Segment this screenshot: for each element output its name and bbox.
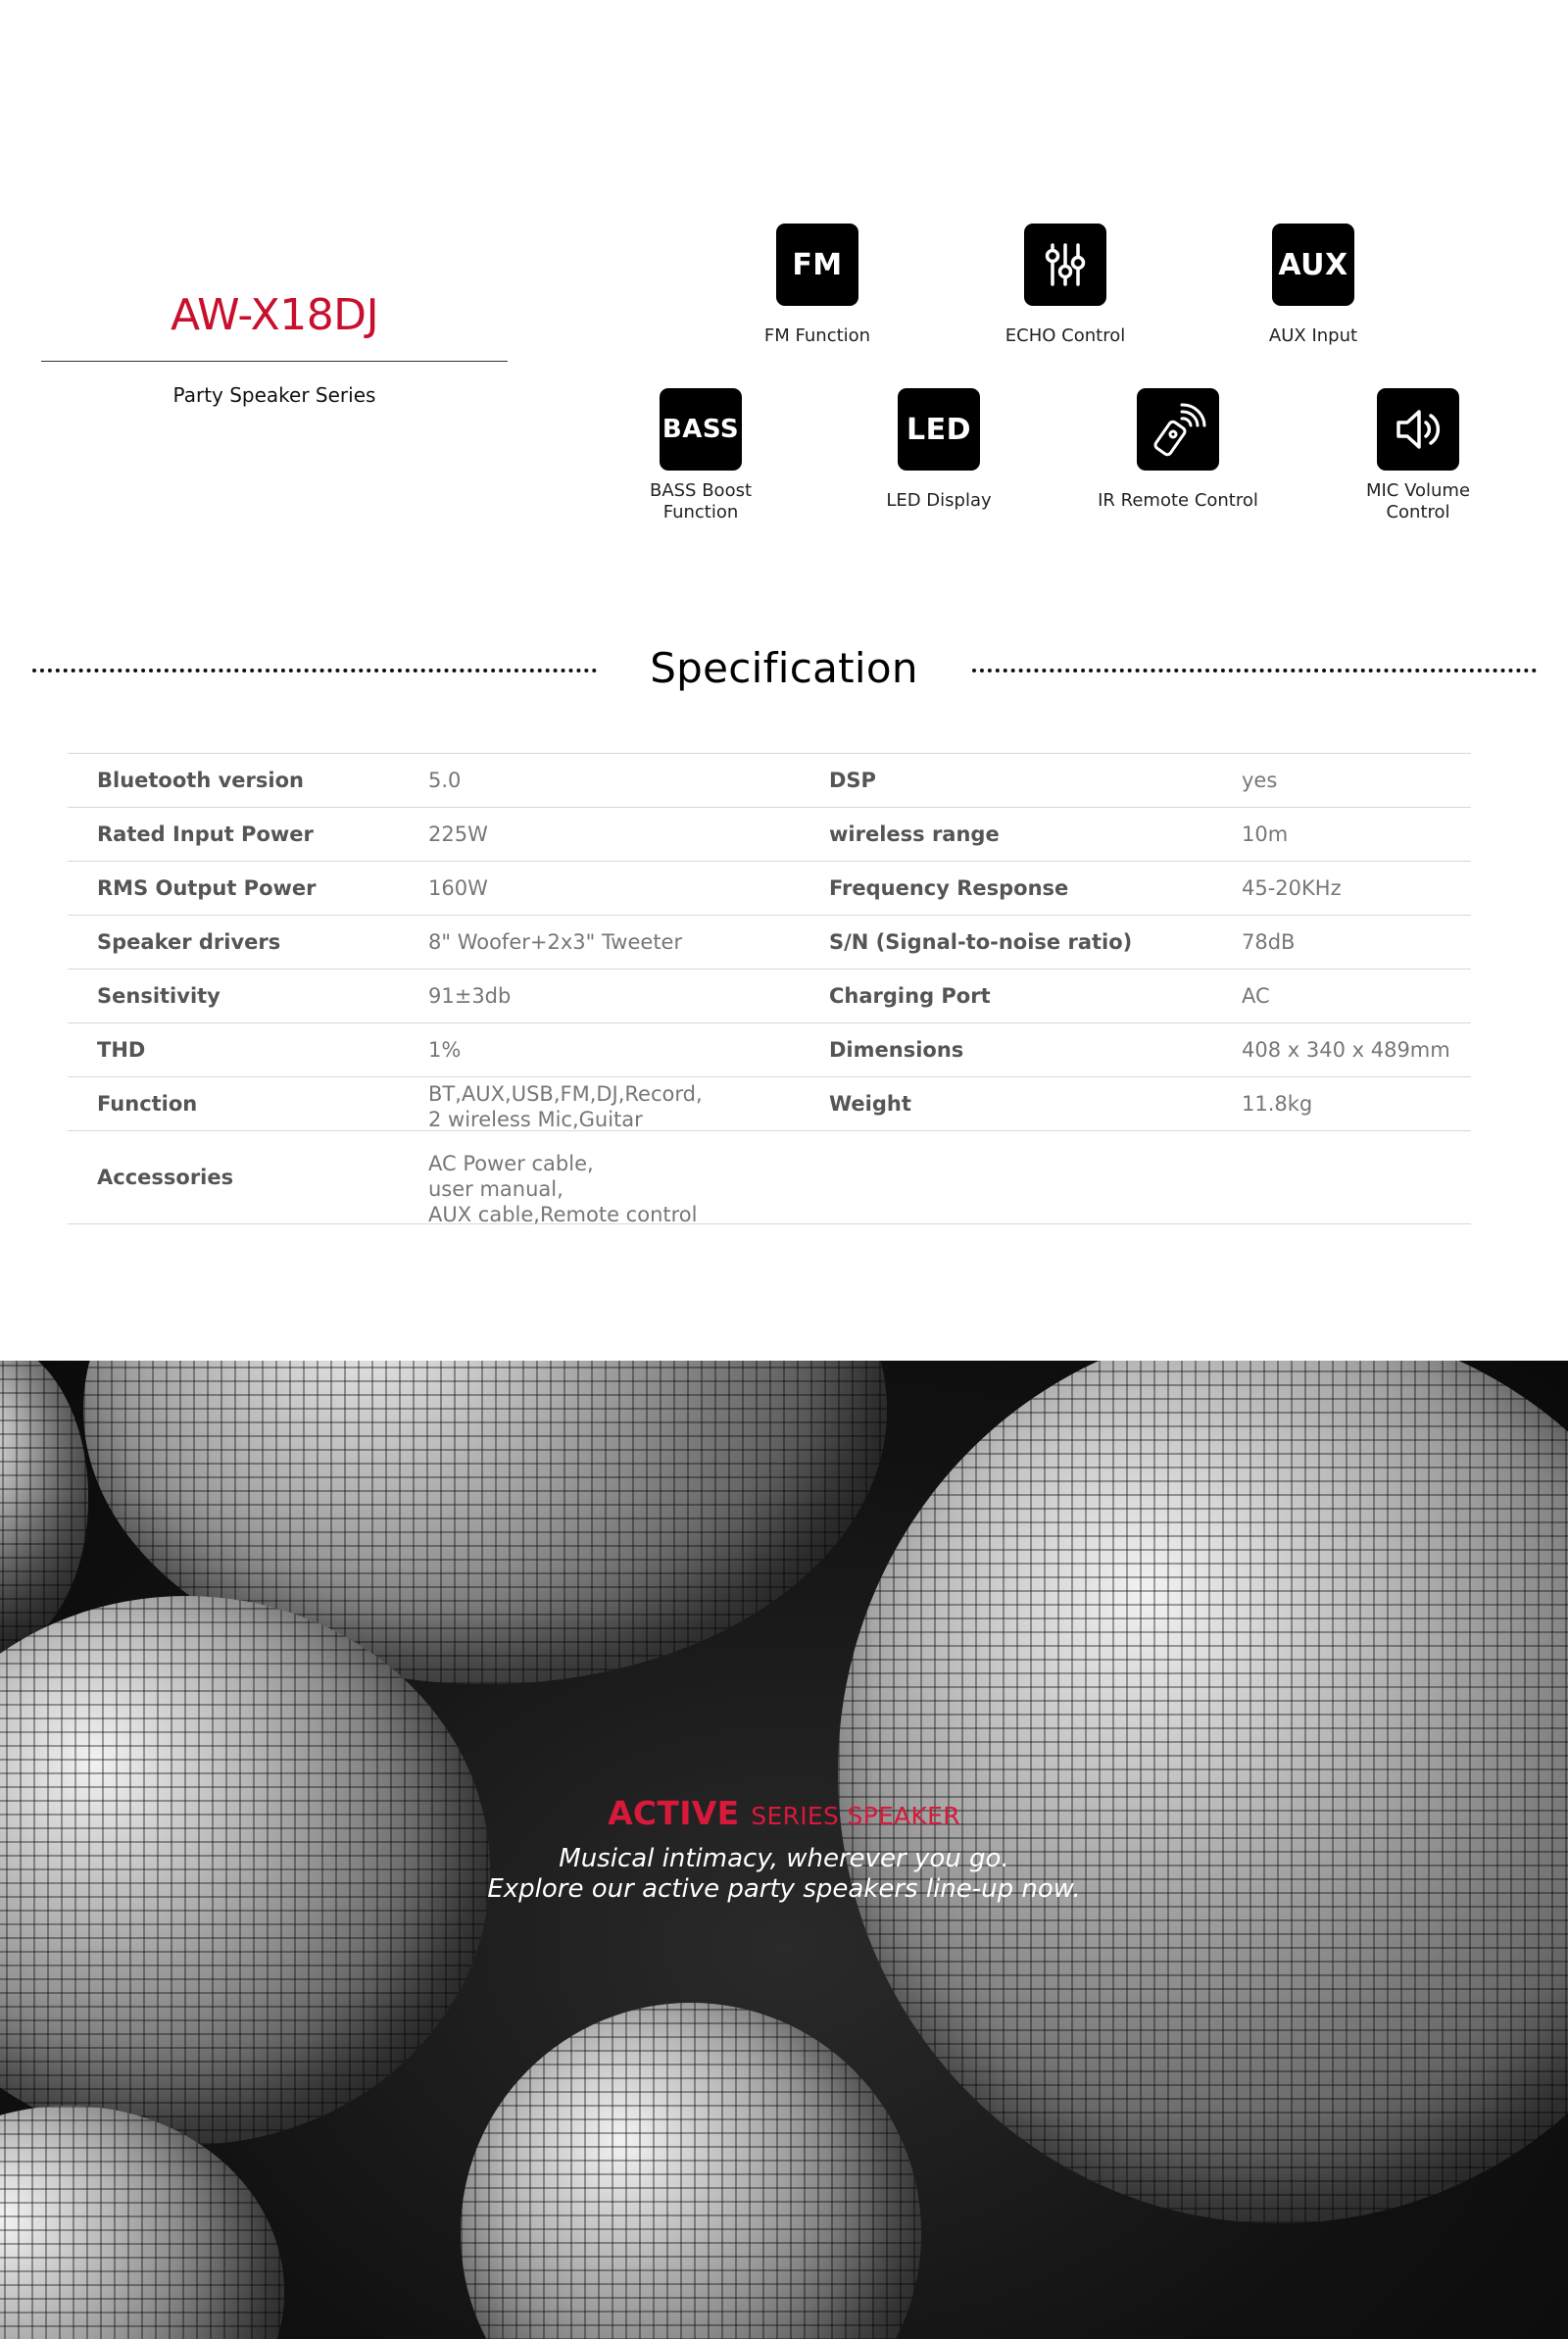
- product-header: [41, 290, 508, 407]
- table-row: [68, 915, 1471, 969]
- aux-icon: AUX: [1272, 224, 1354, 306]
- divider: [41, 361, 508, 362]
- echo-sliders-icon: [1024, 224, 1106, 306]
- product-subtitle: Party Speaker Series: [172, 383, 376, 407]
- spec-key: S/N (Signal-to-noise ratio): [829, 930, 1133, 954]
- spec-key: Speaker drivers: [97, 930, 281, 954]
- feature-label: MIC Volume Control: [1365, 480, 1471, 523]
- spec-key: Dimensions: [829, 1038, 964, 1062]
- spec-value: 91±3db: [428, 984, 512, 1008]
- feature-aux: [1215, 224, 1411, 347]
- spec-value: 1%: [428, 1038, 462, 1062]
- feature-bass: [603, 388, 799, 523]
- feature-ir-remote: [1080, 388, 1276, 512]
- feature-led: [841, 388, 1037, 512]
- spec-key: Frequency Response: [829, 876, 1069, 900]
- banner-tagline: Musical intimacy, wherever you go.: [559, 1844, 1009, 1873]
- specification-heading: [0, 642, 1568, 697]
- table-row: [68, 1076, 1471, 1130]
- table-row: [68, 1022, 1471, 1076]
- spec-key: Rated Input Power: [97, 822, 314, 846]
- feature-label: AUX Input: [1268, 325, 1358, 346]
- table-row: [68, 1130, 1471, 1224]
- spec-value: 45-20KHz: [1242, 876, 1342, 900]
- feature-echo: [967, 224, 1163, 347]
- feature-mic-volume: [1320, 388, 1516, 523]
- banner-caption: [0, 1794, 1568, 1905]
- banner-tagline: Explore our active party speakers line-up now.: [487, 1874, 1081, 1904]
- product-title: AW-X18DJ: [170, 290, 379, 340]
- spec-value: 78dB: [1242, 930, 1296, 954]
- dotted-divider: [972, 669, 1537, 672]
- spec-key: Bluetooth version: [97, 769, 304, 792]
- disco-ball-image: [0, 2106, 284, 2339]
- spec-key: RMS Output Power: [97, 876, 317, 900]
- disco-ball-image: [0, 1361, 88, 1655]
- hero-banner: [0, 1361, 1568, 2339]
- spec-value: yes: [1242, 769, 1278, 792]
- led-icon: LED: [898, 388, 980, 471]
- banner-heading: [0, 1794, 1568, 1832]
- speaker-volume-icon: [1377, 388, 1459, 471]
- spec-key: Sensitivity: [97, 984, 220, 1008]
- table-row: [68, 861, 1471, 915]
- banner-heading-main: ACTIVE: [608, 1794, 740, 1832]
- feature-fm: [719, 224, 915, 347]
- table-row: [68, 807, 1471, 861]
- feature-label: BASS Boost Function: [649, 480, 753, 523]
- feature-label: FM Function: [763, 325, 871, 346]
- spec-value: 10m: [1242, 822, 1289, 846]
- spec-value: 408 x 340 x 489mm: [1242, 1038, 1450, 1062]
- spec-value: AC: [1242, 984, 1270, 1008]
- spec-value: BT,AUX,USB,FM,DJ,Record, 2 wireless Mic,Guitar: [428, 1082, 703, 1131]
- spec-key: wireless range: [829, 822, 1000, 846]
- spec-key: Function: [97, 1092, 198, 1116]
- spec-value: AC Power cable, user manual, AUX cable,Remote control: [428, 1152, 698, 1226]
- feature-label: IR Remote Control: [1098, 490, 1258, 511]
- fm-icon: FM: [776, 224, 858, 306]
- feature-label: LED Display: [886, 490, 992, 511]
- specification-table: [68, 753, 1471, 1224]
- bass-icon: BASS: [660, 388, 742, 471]
- spec-value: 8" Woofer+2x3" Tweeter: [428, 930, 683, 954]
- spec-key: Accessories: [97, 1166, 234, 1189]
- spec-key: DSP: [829, 769, 876, 792]
- disco-ball-image: [838, 1361, 1568, 2223]
- remote-control-icon: [1137, 388, 1219, 471]
- table-row: [68, 969, 1471, 1022]
- table-row: [68, 753, 1471, 807]
- spec-value: 5.0: [428, 769, 462, 792]
- spec-key: Weight: [829, 1092, 911, 1116]
- spec-key: Charging Port: [829, 984, 991, 1008]
- spec-value: 11.8kg: [1242, 1092, 1313, 1116]
- spec-key: THD: [97, 1038, 146, 1062]
- feature-label: ECHO Control: [1004, 325, 1126, 346]
- spec-value: 160W: [428, 876, 488, 900]
- disco-ball-image: [461, 2003, 921, 2339]
- section-title: Specification: [650, 644, 918, 692]
- spec-value: 225W: [428, 822, 488, 846]
- banner-heading-rest: SERIES SPEAKER: [751, 1802, 960, 1830]
